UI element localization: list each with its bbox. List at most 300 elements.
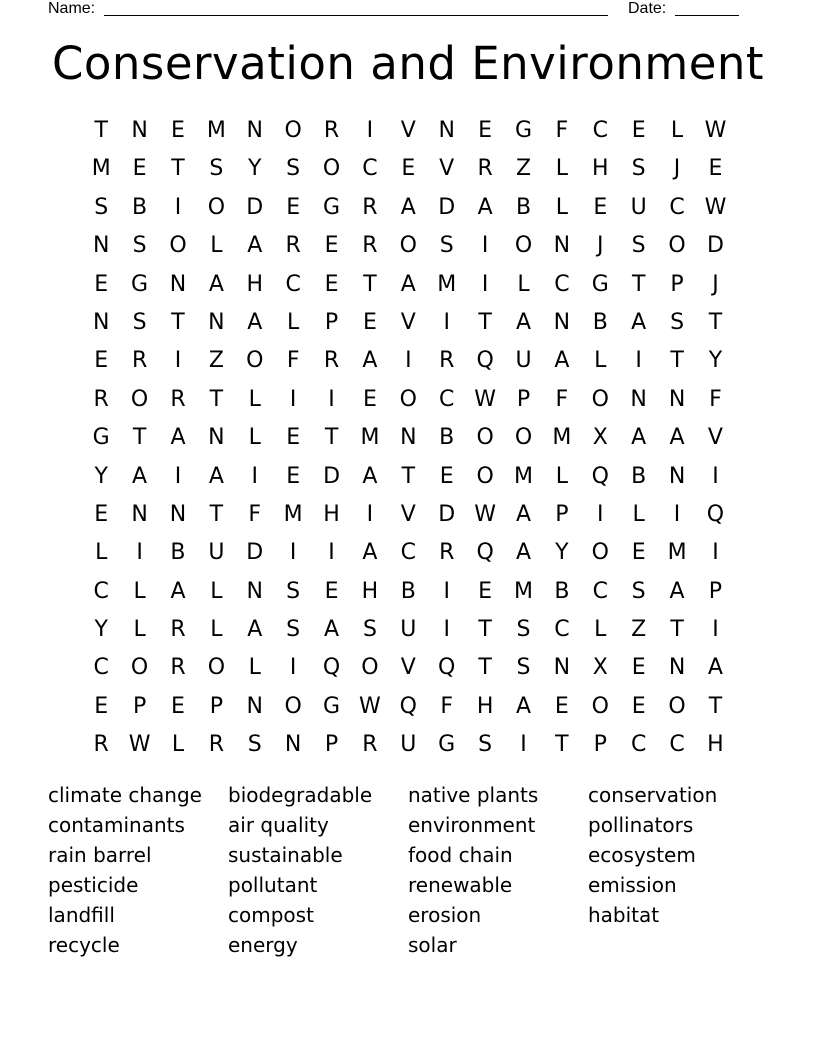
word-list-item: renewable [408,873,513,897]
grid-letter: A [208,463,224,489]
grid-letter: F [709,386,722,412]
grid-letter: I [174,194,182,220]
grid-letter: E [94,693,109,719]
grid-letter: I [635,348,642,374]
grid-letter: V [400,309,416,335]
grid-letter: T [324,425,339,451]
grid-letter: L [670,118,684,143]
grid-letter: R [362,233,378,259]
grid-letter: C [592,118,608,143]
grid-letter: L [517,271,530,297]
grid-letter: Q [591,463,609,489]
grid-letter: L [248,655,261,681]
grid-letter: J [597,233,604,259]
grid-letter: E [631,540,646,566]
grid-letter: L [555,463,569,489]
grid-row [82,342,735,380]
word-list-item: erosion [408,903,482,927]
grid-row [82,649,735,687]
grid-row [82,611,735,649]
grid-letter: U [400,617,417,643]
grid-letter: N [553,655,571,681]
grid-letter: M [283,501,303,527]
grid-letter: N [668,463,686,489]
grid-letter: T [670,617,684,643]
grid-letter: P [324,309,339,335]
grid-letter: I [174,463,182,489]
grid-letter: X [592,425,608,451]
word-list [48,780,768,960]
grid-letter: E [631,693,646,719]
grid-letter: H [246,271,264,297]
grid-letter: N [208,425,225,451]
letter-grid [82,112,735,765]
grid-row [82,304,735,342]
grid-letter: T [478,309,492,335]
grid-letter: S [94,194,109,220]
grid-letter: A [400,271,416,297]
grid-letter: Z [631,617,647,643]
grid-letter: T [670,348,684,374]
grid-row [82,112,735,150]
grid-letter: E [362,386,377,412]
grid-letter: G [591,271,609,297]
grid-letter: H [592,156,609,182]
grid-letter: L [171,732,185,758]
grid-letter: L [210,578,223,604]
grid-letter: U [400,732,417,758]
grid-letter: E [593,194,608,220]
grid-letter: S [209,156,224,182]
grid-letter: T [94,118,108,143]
grid-letter: Q [476,348,494,374]
grid-letter: A [631,309,647,335]
word-list-item: rain barrel [48,843,152,867]
grid-letter: O [246,348,264,374]
grid-letter: T [478,617,492,643]
word-list-item: emission [588,873,677,897]
grid-letter: R [170,617,186,643]
grid-letter: G [131,271,149,297]
grid-letter: A [707,655,723,681]
grid-letter: V [400,118,416,143]
grid-letter: N [553,233,571,259]
grid-letter: Q [399,693,417,719]
grid-letter: F [286,348,300,374]
word-list-item: sustainable [228,843,343,867]
grid-letter: V [707,425,723,451]
grid-letter: R [170,386,186,412]
grid-letter: I [673,501,681,527]
grid-letter: P [670,271,684,297]
grid-letter: I [289,655,297,681]
grid-letter: O [591,540,609,566]
grid-letter: Q [476,540,494,566]
grid-letter: Y [94,463,108,489]
grid-letter: N [92,233,110,259]
grid-row [82,227,735,265]
grid-letter: L [133,578,146,604]
grid-letter: I [328,540,335,566]
grid-letter: E [324,578,339,604]
grid-letter: Q [706,501,725,527]
grid-letter: L [555,156,569,182]
grid-letter: J [712,271,719,297]
grid-letter: T [363,271,377,297]
grid-letter: O [399,233,417,259]
word-list-item: contaminants [48,813,185,837]
grid-letter: T [555,732,569,758]
grid-row [82,688,735,726]
grid-letter: C [592,578,608,604]
page-title: Conservation and Environment [51,37,765,90]
grid-letter: N [92,309,110,335]
grid-letter: O [169,233,187,259]
name-label: Name: [48,0,96,17]
word-list-item: environment [408,813,536,837]
date-label: Date: [628,0,667,17]
grid-letter: A [247,309,263,335]
grid-letter: I [328,386,335,412]
word-list-item: climate change [48,783,202,807]
grid-letter: T [401,463,416,489]
word-list-item: air quality [228,813,329,837]
grid-letter: L [594,617,607,643]
grid-letter: L [248,425,261,451]
grid-letter: T [478,655,492,681]
grid-letter: S [286,578,301,604]
grid-letter: A [631,425,647,451]
grid-letter: R [131,348,148,374]
grid-letter: P [209,693,223,719]
grid-letter: Y [555,540,569,566]
grid-letter: L [210,233,223,259]
grid-letter: A [515,309,532,335]
grid-letter: E [631,118,646,143]
grid-letter: Q [438,655,456,681]
grid-letter: R [362,732,378,758]
grid-letter: R [285,233,301,259]
grid-letter: L [632,501,645,527]
grid-letter: S [132,233,147,259]
grid-letter: Y [94,617,108,643]
grid-letter: N [438,118,455,143]
grid-row [82,573,735,611]
grid-letter: R [362,194,378,220]
grid-letter: C [93,655,109,681]
grid-letter: L [594,348,607,374]
grid-letter: T [631,271,646,297]
grid-letter: B [132,194,148,220]
grid-letter: E [171,693,185,719]
grid-letter: F [555,386,569,412]
grid-letter: A [477,194,493,220]
grid-letter: O [514,425,533,451]
grid-letter: U [515,348,532,374]
grid-letter: E [94,348,109,374]
grid-letter: N [208,309,225,335]
grid-letter: F [248,501,262,527]
grid-letter: O [361,655,379,681]
grid-letter: W [704,194,727,220]
grid-letter: C [400,540,416,566]
grid-letter: E [132,156,147,182]
grid-letter: O [668,233,686,259]
grid-letter: P [593,732,607,758]
word-list-item: habitat [588,903,660,927]
grid-letter: N [246,693,263,719]
grid-letter: B [554,578,570,604]
grid-letter: E [631,655,646,681]
grid-letter: S [286,156,301,182]
grid-letter: O [130,386,149,412]
grid-letter: E [708,156,723,182]
grid-letter: A [400,194,416,220]
grid-letter: A [515,540,532,566]
grid-letter: W [704,118,727,143]
grid-letter: E [286,425,301,451]
grid-letter: T [209,501,224,527]
grid-letter: R [93,732,109,758]
grid-letter: V [439,156,455,182]
grid-letter: D [246,194,264,220]
grid-letter: A [515,693,532,719]
grid-letter: S [631,578,646,604]
grid-letter: W [359,693,381,719]
grid-letter: M [360,425,380,451]
grid-row [82,726,735,764]
grid-letter: D [706,233,724,259]
grid-letter: T [708,693,723,719]
name-blank-line [104,15,608,16]
grid-letter: T [171,309,185,335]
grid-letter: I [443,617,450,643]
word-list-item: ecosystem [588,843,696,867]
grid-letter: C [669,732,685,758]
grid-letter: O [207,655,226,681]
grid-letter: R [170,655,186,681]
grid-row [82,419,735,457]
grid-letter: P [132,693,147,719]
grid-letter: Y [248,156,262,182]
word-list-item: recycle [48,933,120,957]
grid-letter: I [712,463,719,489]
grid-letter: Z [515,156,532,182]
grid-letter: H [476,693,494,719]
grid-letter: A [132,463,148,489]
grid-letter: E [171,118,185,143]
grid-letter: N [553,309,571,335]
grid-letter: I [405,348,412,374]
grid-row [82,458,735,496]
grid-letter: E [324,271,339,297]
grid-letter: M [437,271,457,297]
grid-letter: C [439,386,455,412]
grid-letter: D [438,501,456,527]
grid-row [82,496,735,534]
grid-letter: B [631,463,647,489]
grid-letter: N [131,501,148,527]
grid-letter: A [669,425,685,451]
grid-letter: A [170,578,186,604]
grid-letter: U [208,540,225,566]
grid-letter: H [361,578,379,604]
grid-letter: V [400,501,416,527]
grid-letter: I [443,578,450,604]
grid-letter: W [128,732,151,758]
grid-letter: E [478,118,493,143]
grid-letter: H [323,501,340,527]
grid-letter: E [362,309,377,335]
grid-letter: O [591,386,609,412]
grid-letter: F [440,693,454,719]
grid-letter: N [668,386,686,412]
grid-letter: I [174,348,182,374]
grid-letter: M [514,463,533,489]
grid-letter: V [400,655,416,681]
grid-row [82,150,735,188]
grid-row [82,534,735,572]
grid-letter: S [286,617,301,643]
grid-letter: I [712,617,719,643]
grid-letter: M [206,118,226,143]
word-list-item: pollutant [228,873,318,897]
grid-letter: A [247,617,263,643]
worksheet-header [48,0,748,20]
grid-letter: N [246,578,263,604]
word-list-item: biodegradable [228,783,373,807]
grid-letter: T [132,425,147,451]
grid-letter: B [439,425,455,451]
grid-letter: W [474,386,496,412]
word-list-item: energy [228,933,298,957]
grid-letter: C [362,156,378,182]
grid-letter: C [93,578,109,604]
grid-letter: I [289,540,297,566]
grid-letter: R [439,540,455,566]
word-list-item: food chain [408,843,513,867]
grid-letter: A [362,463,378,489]
grid-letter: N [246,118,263,143]
word-list-item: landfill [48,903,115,927]
grid-letter: L [210,617,223,643]
grid-letter: E [286,463,301,489]
grid-letter: I [481,233,489,259]
grid-letter: O [476,425,494,451]
grid-letter: N [668,655,686,681]
grid-letter: B [515,194,532,220]
grid-letter: A [247,233,263,259]
grid-letter: A [170,425,186,451]
grid-letter: A [362,348,378,374]
grid-letter: N [400,425,417,451]
grid-letter: D [438,194,456,220]
grid-letter: X [592,655,608,681]
grid-letter: P [324,732,339,758]
grid-letter: O [284,693,302,719]
grid-letter: M [552,425,572,451]
grid-letter: L [555,194,569,220]
grid-letter: I [520,732,527,758]
grid-letter: S [516,617,531,643]
grid-letter: J [673,156,681,182]
grid-letter: A [362,540,378,566]
grid-letter: G [514,118,533,143]
grid-letter: O [591,693,609,719]
grid-letter: O [399,386,417,412]
grid-letter: E [439,463,454,489]
grid-letter: E [401,156,416,182]
grid-letter: O [284,118,302,143]
grid-letter: Y [708,348,723,374]
grid-row [82,381,735,419]
word-list-item: pesticide [48,873,139,897]
grid-letter: T [171,156,185,182]
grid-letter: N [630,386,647,412]
grid-letter: E [324,233,339,259]
grid-letter: I [712,540,719,566]
grid-letter: A [554,348,570,374]
grid-letter: A [515,501,532,527]
grid-letter: P [555,501,569,527]
grid-letter: I [366,118,374,143]
grid-letter: P [708,578,723,604]
grid-letter: I [289,386,297,412]
grid-letter: N [169,501,187,527]
word-list-item: conservation [588,783,718,807]
grid-letter: T [708,309,723,335]
grid-letter: U [630,194,647,220]
grid-letter: S [670,309,685,335]
grid-letter: S [132,309,147,335]
grid-letter: R [208,732,225,758]
grid-letter: N [169,271,187,297]
grid-letter: E [286,194,301,220]
grid-letter: C [669,194,685,220]
grid-letter: Q [322,655,341,681]
grid-letter: N [131,118,148,143]
grid-letter: G [323,693,341,719]
grid-letter: C [554,617,570,643]
grid-letter: I [136,540,143,566]
word-list-item: pollinators [588,813,694,837]
word-list-item: solar [408,933,457,957]
grid-letter: O [476,463,494,489]
grid-letter: I [443,309,450,335]
grid-letter: C [630,732,647,758]
grid-letter: L [248,386,261,412]
grid-letter: M [514,578,533,604]
grid-letter: E [554,693,569,719]
grid-letter: S [516,655,531,681]
grid-letter: G [323,194,341,220]
grid-letter: D [323,463,341,489]
grid-letter: S [362,617,377,643]
grid-letter: W [474,501,496,527]
grid-letter: A [669,578,685,604]
grid-letter: C [554,271,570,297]
grid-letter: Z [208,348,224,374]
grid-letter: O [207,194,226,220]
grid-letter: A [208,271,224,297]
grid-letter: A [324,617,340,643]
grid-letter: S [439,233,454,259]
grid-letter: O [322,156,341,182]
grid-letter: N [284,732,302,758]
grid-letter: E [94,501,109,527]
grid-letter: I [366,501,374,527]
grid-letter: I [597,501,604,527]
